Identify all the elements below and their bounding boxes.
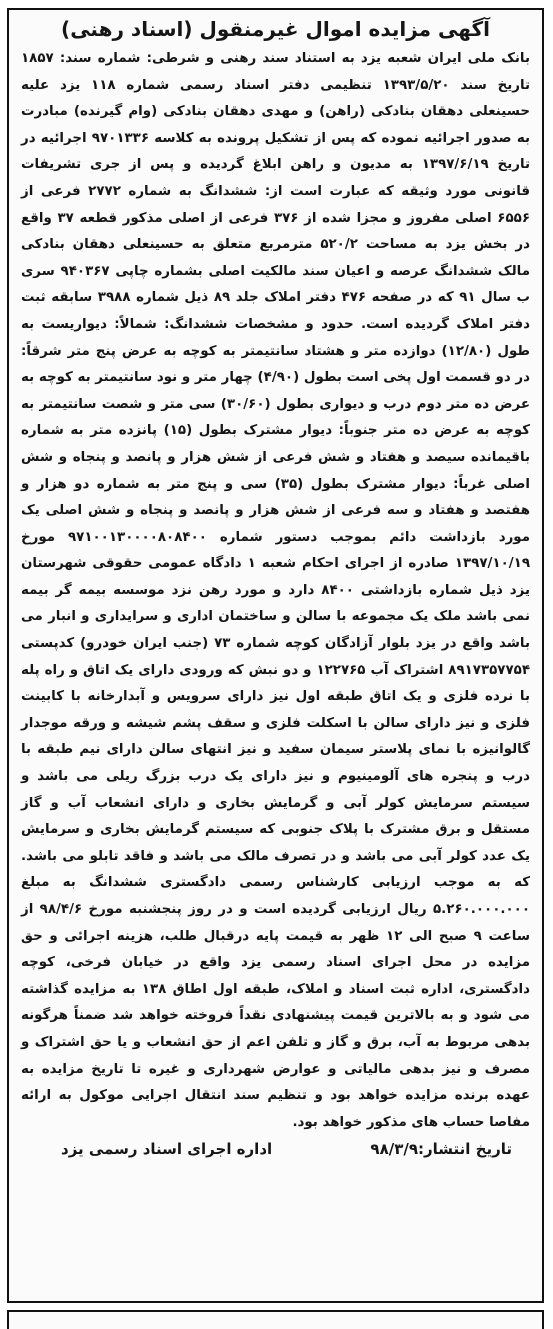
notice-title: آگهی مزایده اموال غیرمنقول (اسناد رهنی) <box>61 17 490 41</box>
publish-date: تاریخ انتشار:۹۸/۳/۹ <box>370 1140 512 1159</box>
issuer-office: اداره اجرای اسناد رسمی یزد <box>61 1140 273 1159</box>
notice-footer <box>21 1140 530 1158</box>
next-notice-border <box>7 1310 544 1329</box>
auction-notice <box>7 8 544 1303</box>
notice-body: بانک ملی ایران شعبه یزد به استناد سند رهنی و شرطی: شماره سند: ۱۸۵۷ تاریخ سند ۱۳۹۳/۵/۲۰ تنظیمی دفتر اسناد رسمی شماره ۱۱۸ یزد علیه حسینعلی دهقان بنادکی (راهن) و مهدی دهقان بنادکی (وام گیرنده) مبادرت به صدور اجرائیه نموده که پس از تشکیل پرونده به کلاسه ۹۷۰۱۳۳۶ اجرائیه در تاریخ ۱۳۹۷/۶/۱۹ به مدیون و راهن ابلاغ گردیده و پس از جری تشریفات قانونی مورد وثیقه که عبارت است از: ششدانگ به شماره ۲۷۷۲ فرعی از ۶۵۵۶ اصلی مفروز و مجزا شده از ۳۷۶ فرعی از اصلی مذکور قطعه ۳۷ واقع در بخش یزد به مساحت ۵۲۰/۲ مترمربع متعلق به حسینعلی دهقان بنادکی مالک ششدانگ عرصه و اعیان سند مالکیت اصلی بشماره چاپی ۹۴۰۳۶۷ سری ب سال ۹۱ که در صفحه ۴۷۶ دفتر املاک جلد ۸۹ ذیل شماره ۳۹۸۸ سابقه ثبت دفتر املاک گردیده است. حدود و مشخصات ششدانگ: شمالاً: دیواریست به طول (۱۲/۸۰) دوازده متر و هشتاد سانتیمتر به کوچه به عرض پنج متر شرقاً: در دو قسمت اول پخی است بطول (۴/۹۰) چهار متر و نود سانتیمتر به کوچه به عرض ده متر دوم درب و دیواری بطول (۳۰/۶۰) سی متر و شصت سانتیمتر به کوچه به عرض ده متر جنوباً: دیوار مشترک بطول (۱۵) پانزده متر به شماره باقیمانده سیصد و هفتاد و شش فرعی از شش هزار و پانصد و پنجاه و شش اصلی غرباً: دیوار مشترک بطول (۳۵) سی و پنج متر به شماره دو هزار و هفتصد و هفتاد و سه فرعی از شش هزار و پانصد و پنجاه و شش اصلی یک مورد بازداشت دائم بموجب دستور شماره ۹۷۱۰۰۱۳۰۰۰۰۸۰۸۴۰۰ مورخ ۱۳۹۷/۱۰/۱۹ صادره از اجرای احکام شعبه ۱ دادگاه عمومی حقوقی شهرستان یزد ذیل شماره بازداشتی ۸۴۰۰ دارد و مورد رهن نزد موسسه بیمه گر بیمه نمی باشد ملک یک مجموعه با سالن و ساختمان اداری و سرایداری و انبار می باشد واقع در یزد بلوار آزادگان کوچه شماره ۷۳ (جنب ایران خودرو) کدپستی ۸۹۱۷۳۵۷۷۵۴ اشتراک آب ۱۲۲۷۶۵ و دو نبش که ورودی دارای یک اتاق و راه پله با نرده فلزی و یک اتاق طبقه اول نیز دارای سرویس و آبدارخانه با کابینت فلزی و نیز دارای سالن با اسکلت فلزی و سقف پشم شیشه و ورقه موجدار گالوانیزه با نمای پلاستر سیمان سفید و نیز انتهای سالن دارای نیم طبقه با درب و پنجره های آلومینیوم و نیز دارای یک درب بزرگ ریلی می باشد و سیستم سرمایش کولر آبی و گرمایش بخاری و دارای انشعاب آب و گاز مستقل و برق مشترک با پلاک جنوبی که سیستم گرمایش بخاری و سرمایش یک عدد کولر آبی می باشد و در تصرف مالک می باشد و فاقد تابلو می باشد. که به موجب ارزیابی کارشناس رسمی دادگستری ششدانگ به مبلغ ۵.۲۶۰.۰۰۰.۰۰۰ ریال ارزیابی گردیده است و در روز پنجشنبه مورخ ۹۸/۴/۶ از ساعت ۹ صبح الی ۱۲ ظهر به قیمت پایه درقبال طلب، هزینه اجرائی و حق مزایده در محل اجرای اسناد رسمی یزد واقع در خیابان فرخی، کوچه دادگستری، اداره ثبت اسناد و املاک، طبقه اول اطاق ۱۳۸ به مزایده گذاشته می شود و به بالاترین قیمت پیشنهادی نقداً فروخته خواهد شد ضمناً هرگونه بدهی مربوط به آب، برق و گاز و تلفن اعم از حق انشعاب و یا حق اشتراک و مصرف و نیز بدهی مالیاتی و عوارض شهرداری و غیره تا تاریخ مزایده به عهده برنده مزایده خواهد بود و تنظیم سند انتقال اجرایی موکول به ارائه مفاصا حساب های مذکور خواهد بود. <box>21 51 531 1130</box>
